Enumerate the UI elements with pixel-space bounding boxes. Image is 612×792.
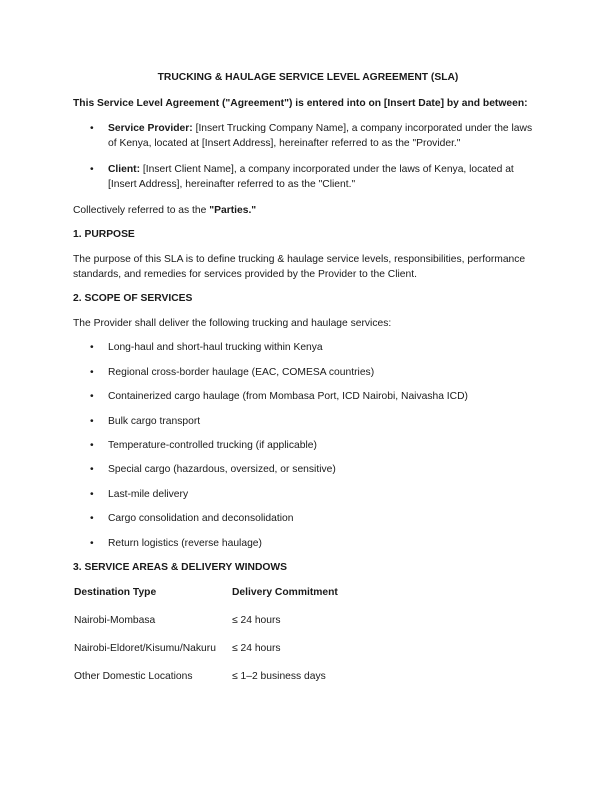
table-cell: ≤ 24 hours [232, 614, 281, 626]
parties-term: "Parties." [209, 204, 257, 216]
table-row [73, 669, 338, 697]
bullet-icon: • [90, 342, 94, 354]
bullet-icon: • [90, 415, 94, 427]
bullet-icon: • [90, 391, 94, 403]
service-item: Cargo consolidation and deconsolidation [108, 513, 294, 525]
party-label: Service Provider: [108, 122, 193, 134]
service-item: Bulk cargo transport [108, 415, 201, 427]
service-item: Regional cross-border haulage (EAC, COMESA countries) [108, 366, 375, 378]
table-row [73, 641, 338, 669]
table-header-row [73, 585, 338, 613]
list-item [73, 121, 543, 152]
document-title: TRUCKING & HAULAGE SERVICE LEVEL AGREEMENT (SLA) [157, 72, 459, 83]
list-item [73, 487, 543, 502]
list-item [73, 462, 543, 477]
list-item [73, 536, 543, 551]
service-item: Last-mile delivery [108, 488, 189, 500]
scope-paragraph: The Provider shall deliver the following trucking and haulage services: [73, 317, 392, 329]
delivery-windows-table [73, 585, 338, 697]
table-cell: Nairobi-Mombasa [74, 614, 156, 626]
bullet-icon: • [90, 163, 94, 175]
list-item [73, 511, 543, 526]
list-item [73, 414, 543, 429]
collectively-paragraph [73, 203, 543, 218]
table-row [73, 613, 338, 641]
document-page [73, 70, 543, 697]
table-cell: ≤ 24 hours [232, 642, 281, 654]
party-label: Client: [108, 163, 141, 175]
list-item [73, 162, 543, 193]
service-item: Return logistics (reverse haulage) [108, 537, 262, 549]
bullet-icon: • [90, 513, 94, 525]
section-heading-areas: 3. SERVICE AREAS & DELIVERY WINDOWS [73, 562, 287, 574]
table-cell: Nairobi-Eldoret/Kisumu/Nakuru [74, 642, 216, 654]
purpose-paragraph: The purpose of this SLA is to define trucking & haulage service levels, responsibilities, performance standards, and remedies for services provided by the Provider to the Client. [73, 253, 526, 280]
bullet-icon: • [90, 366, 94, 378]
bullet-icon: • [90, 440, 94, 451]
column-header: Delivery Commitment [232, 586, 338, 598]
service-item: Containerized cargo haulage (from Mombasa Port, ICD Nairobi, Naivasha ICD) [108, 391, 468, 403]
service-item: Special cargo (hazardous, oversized, or sensitive) [108, 464, 336, 476]
table-cell: ≤ 1–2 business days [232, 670, 326, 682]
section-heading-scope: 2. SCOPE OF SERVICES [73, 293, 193, 305]
service-item: Long-haul and short-haul trucking within Kenya [108, 342, 323, 354]
bullet-icon: • [90, 464, 94, 476]
section-heading-purpose: 1. PURPOSE [73, 229, 135, 241]
table-cell: Other Domestic Locations [74, 670, 193, 682]
list-item [73, 340, 543, 355]
bullet-icon: • [90, 537, 94, 549]
party-text: [Insert Trucking Company Name], a company incorporated under the laws of Kenya, located at [Insert Address], hereinafter referred to as the "Provider." [108, 122, 533, 150]
list-item [73, 389, 543, 404]
services-list [73, 340, 543, 551]
bullet-icon: • [90, 488, 94, 500]
service-item: Temperature-controlled trucking (if applicable) [108, 440, 317, 451]
parties-list [73, 121, 543, 193]
intro-paragraph: This Service Level Agreement ("Agreement") is entered into on [Insert Date] by and between: [73, 98, 528, 110]
bullet-icon: • [90, 122, 94, 134]
list-item [73, 438, 543, 453]
party-text: [Insert Client Name], a company incorporated under the laws of Kenya, located at [Insert Address], hereinafter referred to as the "Client." [108, 163, 514, 191]
collectively-text: Collectively referred to as the [73, 204, 210, 216]
column-header: Destination Type [74, 586, 157, 598]
list-item [73, 365, 543, 380]
